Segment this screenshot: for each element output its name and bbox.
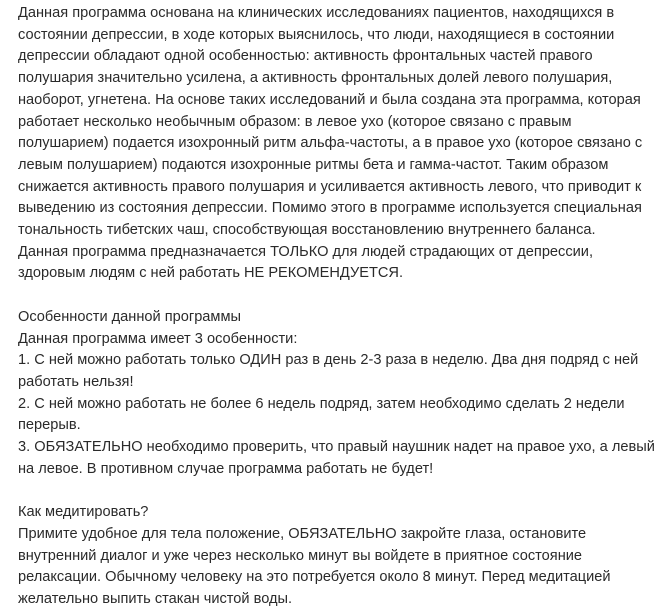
text-line: здоровым людям с ней работать НЕ РЕКОМЕНДУЕТСЯ. <box>18 265 404 282</box>
meditation-section <box>18 502 653 611</box>
text-line: Данная программа предназначается ТОЛЬКО для людей страдающих от депрессии, <box>18 243 593 260</box>
feature-item: 1. С ней можно работать только ОДИН раз в день 2-3 раза в неделю. Два дня подряд с ней <box>18 352 639 369</box>
text-line: Данная программа основана на клинических исследованиях пациентов, находящихся в <box>18 5 615 21</box>
text-line: желательно выпить стакан чистой воды. <box>18 590 293 607</box>
intro-paragraph <box>18 3 653 285</box>
feature-item: работать нельзя! <box>18 373 134 390</box>
text-line: состоянии депрессии, в ходе которых выяснилось, что люди, находящиеся в состоянии <box>18 26 615 43</box>
text-line: левым полушарием) подаются изохронные ритмы бета и гамма-частот. Таким образом <box>18 156 609 173</box>
feature-item: на левое. В противном случае программа работать не будет! <box>18 460 434 477</box>
text-line: Примите удобное для тела положение, ОБЯЗАТЕЛЬНО закройте глаза, остановите <box>18 525 587 542</box>
text-line: депрессии обладают одной особенностью: активность фронтальных частей правого <box>18 48 593 65</box>
text-line: релаксации. Обычному человеку на это потребуется около 8 минут. Перед медитацией <box>18 569 611 586</box>
features-intro: Данная программа имеет 3 особенности: <box>18 330 298 347</box>
paragraph-spacer <box>18 285 653 307</box>
text-line: наоборот, угнетена. На основе таких исследований и была создана эта программа, которая <box>18 91 641 108</box>
section-heading: Особенности данной программы <box>18 308 241 325</box>
text-line: работает несколько необычным образом: в левое ухо (которое связано с правым <box>18 113 572 130</box>
paragraph-spacer <box>18 480 653 502</box>
text-line: выведению из состояния депрессии. Помимо этого в программе используется специальная <box>18 200 642 217</box>
text-line: тональность тибетских чаш, способствующая восстановлению внутреннего баланса. <box>18 222 596 239</box>
text-line: внутренний диалог и уже через несколько минут вы войдете в приятное состояние <box>18 547 583 564</box>
feature-item: 3. ОБЯЗАТЕЛЬНО необходимо проверить, что правый наушник надет на правое ухо, а левый <box>18 439 655 456</box>
features-section <box>18 307 653 481</box>
text-line: снижается активность правого полушария и усиливается активность левого, что приводит к <box>18 178 642 195</box>
feature-item: 2. С ней можно работать не более 6 недель подряд, затем необходимо сделать 2 недели <box>18 395 625 412</box>
text-line: полушарием) подается изохронный ритм альфа-частоты, а в правое ухо (которое связано с <box>18 135 643 152</box>
feature-item: перерыв. <box>18 417 81 434</box>
text-line: полушария значительно усилена, а активность фронтальных долей левого полушария, <box>18 70 613 87</box>
section-heading: Как медитировать? <box>18 504 149 521</box>
